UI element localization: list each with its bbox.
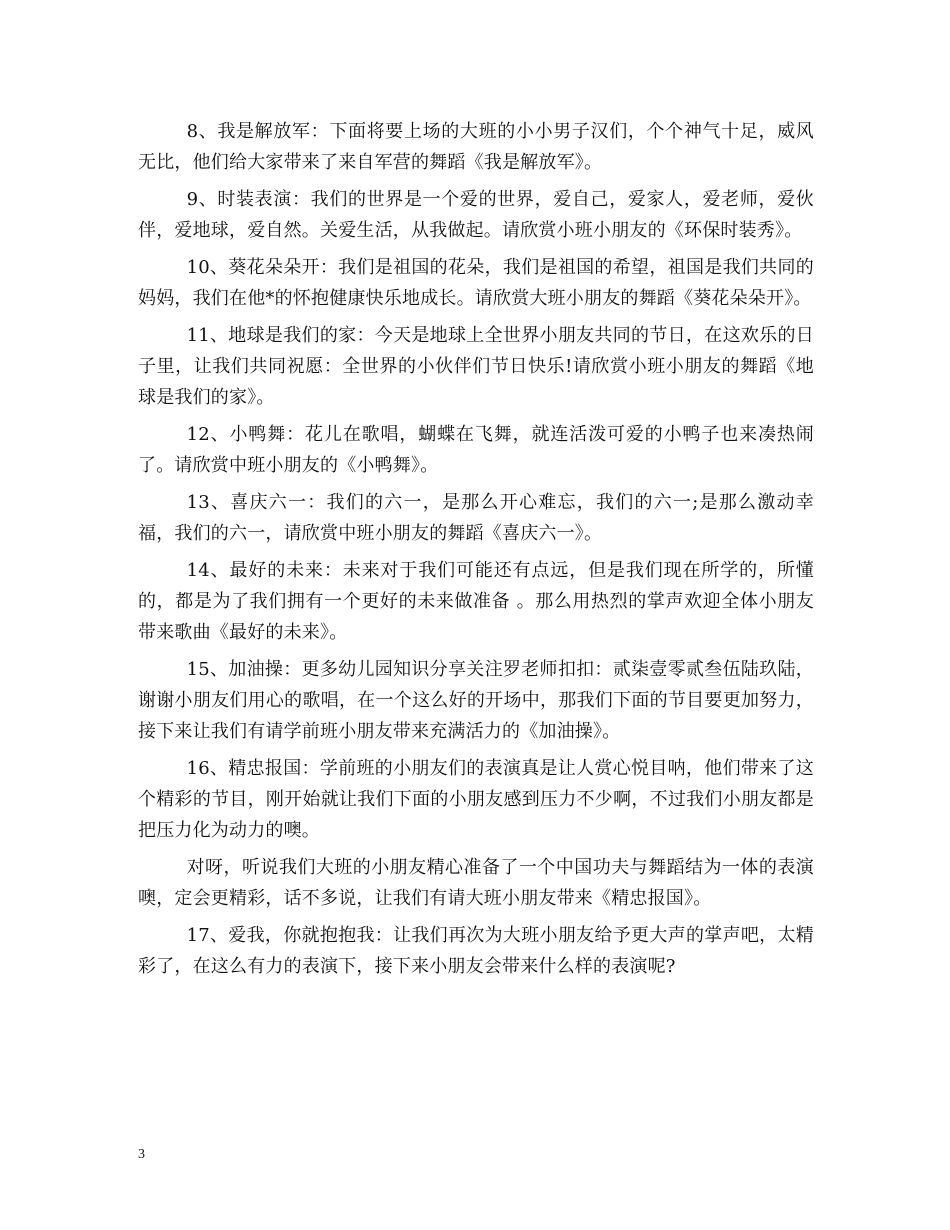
paragraph-item-16: 16、精忠报国：学前班的小朋友们的表演真是让人赏心悦目呐，他们带来了这个精彩的节目，刚开始就让我们下面的小朋友感到压力不少啊，不过我们小朋友都是把压力化为动力的噢。 xyxy=(138,758,814,841)
paragraph-item-12: 12、小鸭舞：花儿在歌唱，蝴蝶在飞舞，就连活泼可爱的小鸭子也来凑热闹了。请欣赏中班小朋友的《小鸭舞》。 xyxy=(138,424,814,476)
paragraph-item-15: 15、加油操：更多幼儿园知识分享关注罗老师扣扣：贰柒壹零贰叁伍陆玖陆，谢谢小朋友们用心的歌唱，在一个这么好的开场中，那我们下面的节目要更加努力，接下来让我们有请学前班小朋友带来充满活力的《加油操》。 xyxy=(138,659,814,742)
page-number: 3 xyxy=(138,1147,145,1162)
paragraph-item-10: 10、葵花朵朵开：我们是祖国的花朵，我们是祖国的希望，祖国是我们共同的妈妈，我们在他*的怀抱健康快乐地成长。请欣赏大班小朋友的舞蹈《葵花朵朵开》。 xyxy=(138,257,814,309)
document-body xyxy=(138,116,814,988)
paragraph-item-14: 14、最好的未来：未来对于我们可能还有点远，但是我们现在所学的，所懂的，都是为了我们拥有一个更好的未来做准备 。那么用热烈的掌声欢迎全体小朋友带来歌曲《最好的未来》。 xyxy=(138,560,814,643)
paragraph-item-17: 17、爱我，你就抱抱我：让我们再次为大班小朋友给予更大声的掌声吧，太精彩了，在这么有力的表演下，接下来小朋友会带来什么样的表演呢? xyxy=(138,925,814,977)
paragraph-item-8: 8、我是解放军：下面将要上场的大班的小小男子汉们，个个神气十足，威风无比，他们给大家带来了来自军营的舞蹈《我是解放军》。 xyxy=(138,121,814,173)
paragraph-item-11: 11、地球是我们的家：今天是地球上全世界小朋友共同的节日，在这欢乐的日子里，让我们共同祝愿：全世界的小伙伴们节日快乐!请欣赏小班小朋友的舞蹈《地球是我们的家》。 xyxy=(138,325,814,408)
paragraph-item-16-continued: 对呀，听说我们大班的小朋友精心准备了一个中国功夫与舞蹈结为一体的表演噢，定会更精彩，话不多说，让我们有请大班小朋友带来《精忠报国》。 xyxy=(138,857,814,909)
paragraph-item-13: 13、喜庆六一：我们的六一，是那么开心难忘，我们的六一;是那么激动幸福，我们的六一，请欣赏中班小朋友的舞蹈《喜庆六一》。 xyxy=(138,492,814,544)
paragraph-item-9: 9、时装表演：我们的世界是一个爱的世界，爱自己，爱家人，爱老师，爱伙伴，爱地球，爱自然。关爱生活，从我做起。请欣赏小班小朋友的《环保时装秀》。 xyxy=(138,189,814,241)
